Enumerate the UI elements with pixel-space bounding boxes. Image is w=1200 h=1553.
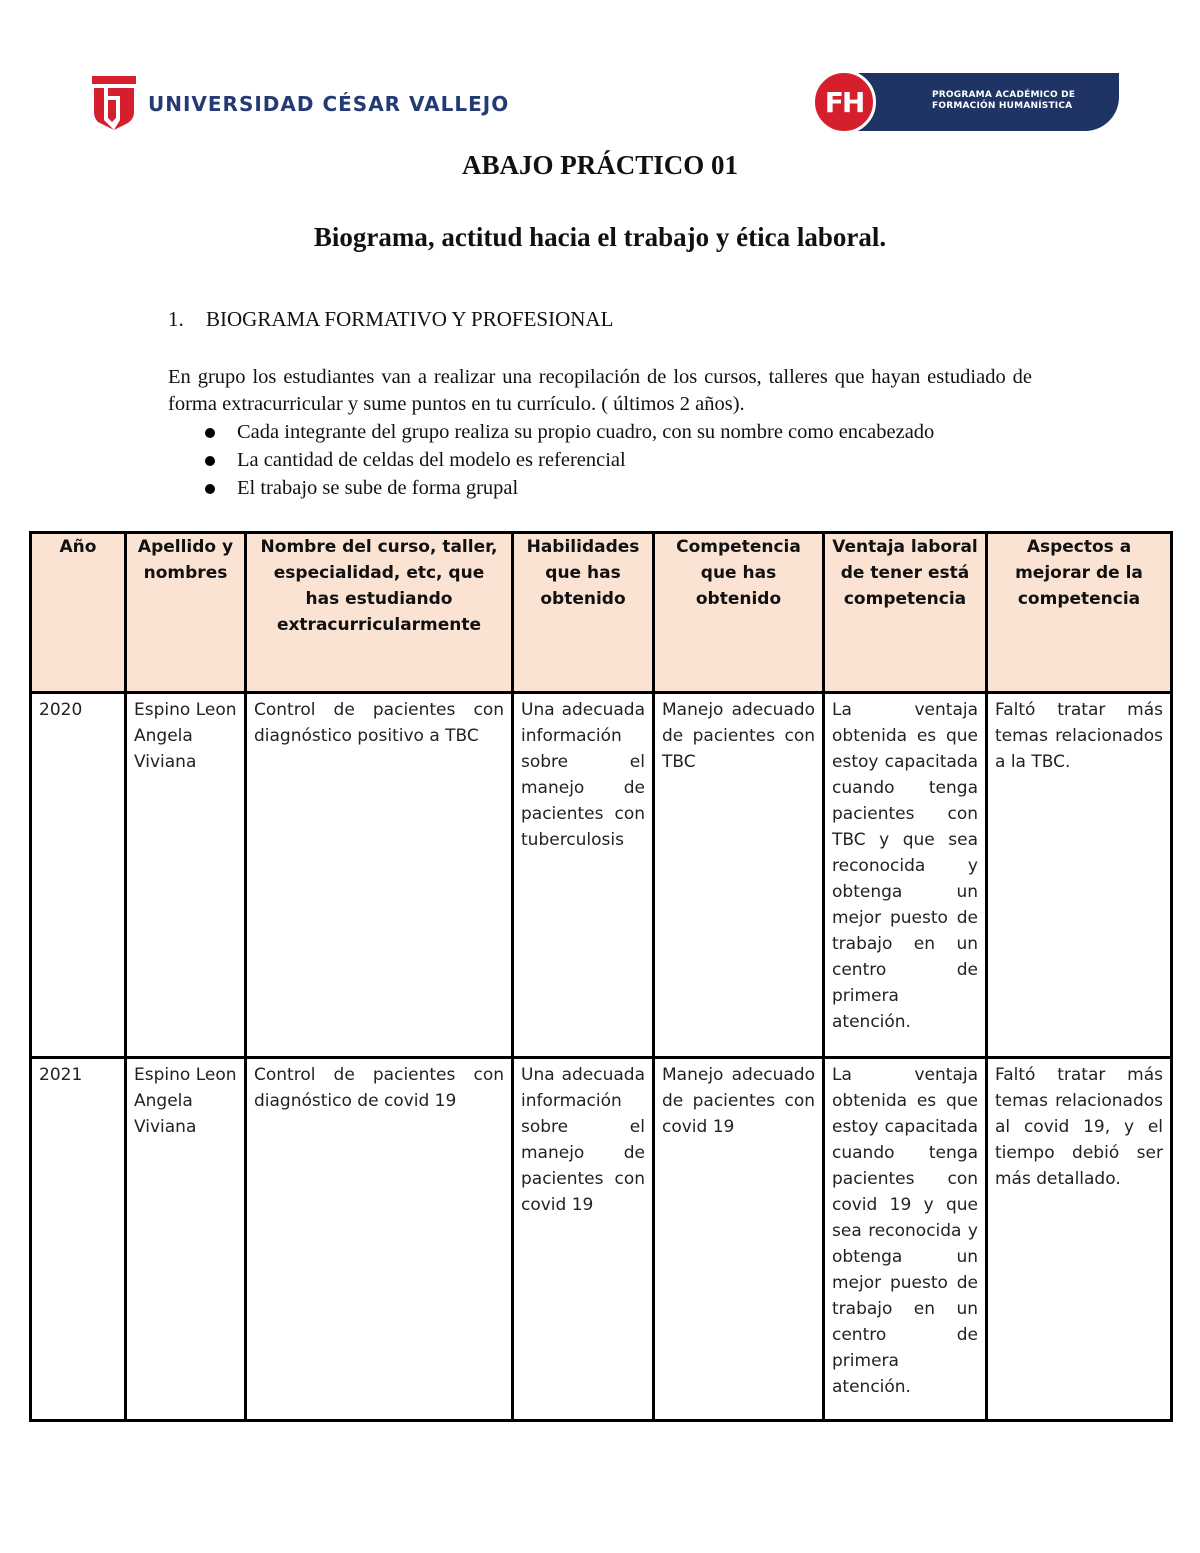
cell-skills: Una adecuada información sobre el manejo de pacientes con tuberculosis (513, 693, 654, 1058)
section-title: BIOGRAMA FORMATIVO Y PROFESIONAL (206, 307, 614, 331)
biograma-table (29, 531, 1173, 1422)
cell-skills: Una adecuada información sobre el manejo de pacientes con covid 19 (513, 1058, 654, 1421)
bullet-icon (205, 428, 215, 438)
list-item (200, 446, 934, 474)
fh-logo (812, 70, 1122, 134)
intro-paragraph: En grupo los estudiantes van a realizar una recopilación de los cursos, talleres que hayan estudiado de forma extracurricular y sume puntos en tu currículo. ( últimos 2 años). (168, 366, 1032, 415)
page-title: ABAJO PRÁCTICO 01 (461, 150, 738, 180)
ucv-logo (90, 72, 510, 134)
cell-improve: Faltó tratar más temas relacionados a la TBC. (987, 693, 1172, 1058)
fh-program-text (932, 90, 1075, 112)
cell-name: Espino Leon Angela Viviana (126, 1058, 246, 1421)
header-skills: Habilidades que has obtenido (513, 533, 654, 693)
section-number: 1. (168, 307, 184, 331)
cell-competence: Manejo adecuado de pacientes con covid 19 (654, 1058, 824, 1421)
ucv-shield-icon (90, 72, 138, 134)
cell-competence: Manejo adecuado de pacientes con TBC (654, 693, 824, 1058)
header-improve: Aspectos a mejorar de la competencia (987, 533, 1172, 693)
cell-course: Control de pacientes con diagnóstico de covid 19 (246, 1058, 513, 1421)
list-item-text: El trabajo se sube de forma grupal (237, 477, 519, 499)
table-row (31, 1058, 1172, 1421)
fh-program-line-2: FORMACIÓN HUMANÍSTICA (932, 101, 1073, 111)
ucv-logo-text: UNIVERSIDAD CÉSAR VALLEJO (148, 92, 510, 116)
header-course: Nombre del curso, taller, especialidad, etc, que has estudiando extracurricularmente (246, 533, 513, 693)
section-heading (168, 307, 613, 332)
header-year: Año (31, 533, 126, 693)
header-advantage: Ventaja laboral de tener está competencia (824, 533, 987, 693)
cell-advantage: La ventaja obtenida es que estoy capacitada cuando tenga pacientes con TBC y que sea reconocida y obtenga un mejor puesto de trabajo en un centro de primera atención. (824, 693, 987, 1058)
cell-year: 2021 (31, 1058, 126, 1421)
fh-program-line-1: PROGRAMA ACADÉMICO DE (932, 90, 1076, 100)
header-competence: Competencia que has obtenido (654, 533, 824, 693)
header-name: Apellido y nombres (126, 533, 246, 693)
cell-improve: Faltó tratar más temas relacionados al covid 19, y el tiempo debió ser más detallado. (987, 1058, 1172, 1421)
table-header-row (31, 533, 1172, 693)
page-subtitle: Biograma, actitud hacia el trabajo y ética laboral. (313, 222, 887, 252)
list-item (200, 474, 934, 502)
table-row (31, 693, 1172, 1058)
bullet-icon (205, 456, 215, 466)
list-item (200, 418, 934, 446)
cell-advantage: La ventaja obtenida es que estoy capacitada cuando tenga pacientes con covid 19 y que sea reconocida y obtenga un mejor puesto de trabajo en un centro de primera atención. (824, 1058, 987, 1421)
cell-course: Control de pacientes con diagnóstico positivo a TBC (246, 693, 513, 1058)
cell-year: 2020 (31, 693, 126, 1058)
list-item-text: Cada integrante del grupo realiza su propio cuadro, con su nombre como encabezado (237, 421, 935, 443)
bullet-icon (205, 484, 215, 494)
fh-mark: FH (812, 70, 876, 134)
cell-name: Espino Leon Angela Viviana (126, 693, 246, 1058)
instruction-list (200, 418, 934, 502)
list-item-text: La cantidad de celdas del modelo es referencial (237, 449, 626, 471)
